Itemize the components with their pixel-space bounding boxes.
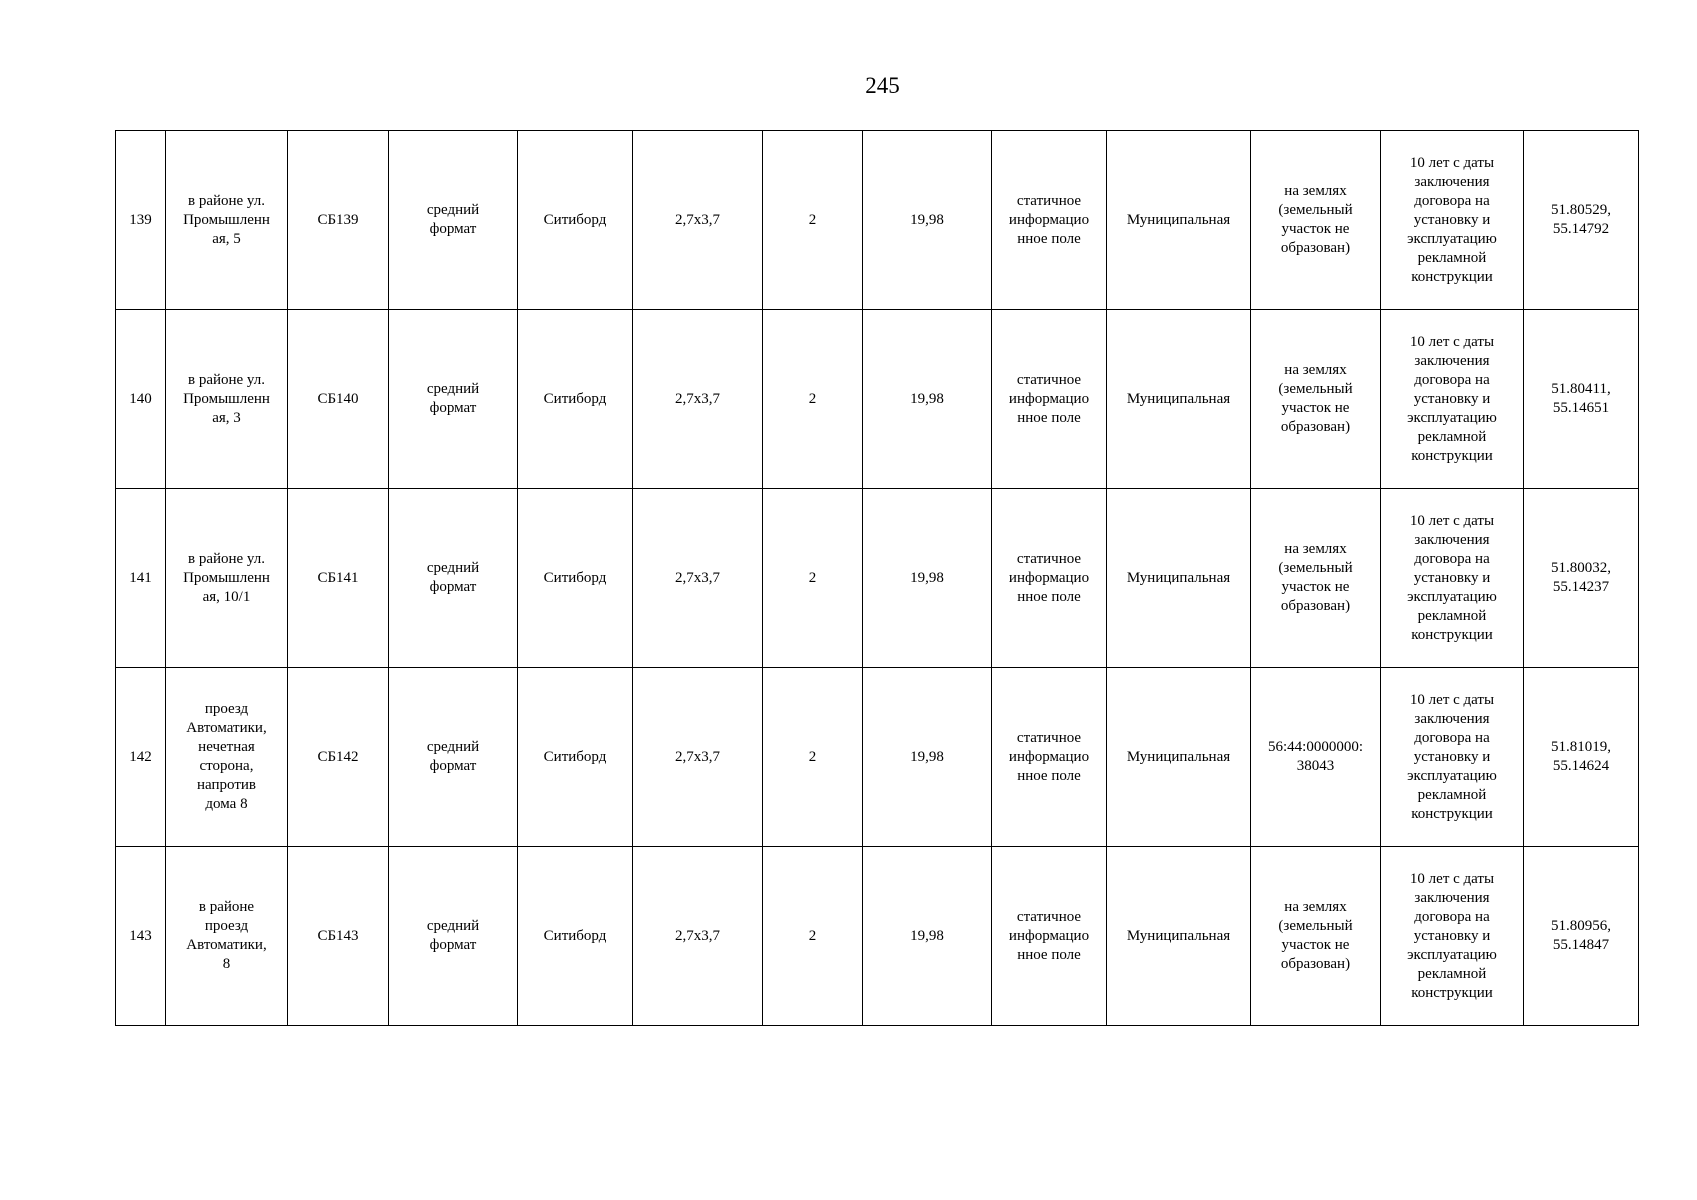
location-cell: проезд Автоматики, нечетная сторона, напротив дома 8 — [166, 668, 288, 847]
info-field-type-cell: статичное информацио нное поле — [992, 489, 1107, 668]
sides-count-cell: 2 — [763, 310, 863, 489]
row-number-cell: 141 — [116, 489, 166, 668]
sides-count-cell: 2 — [763, 847, 863, 1026]
area-cell: 19,98 — [863, 847, 992, 1026]
area-cell: 19,98 — [863, 668, 992, 847]
sides-count-cell: 2 — [763, 668, 863, 847]
table-body — [116, 131, 1639, 1026]
size-cell: 2,7х3,7 — [633, 847, 763, 1026]
coordinates-cell: 51.80411, 55.14651 — [1524, 310, 1639, 489]
contract-term-cell: 10 лет с даты заключения договора на установку и эксплуатацию рекламной конструкции — [1381, 489, 1524, 668]
table-row — [116, 310, 1639, 489]
table-row — [116, 489, 1639, 668]
area-cell: 19,98 — [863, 131, 992, 310]
table-row — [116, 668, 1639, 847]
land-plot-cell: 56:44:0000000: 38043 — [1251, 668, 1381, 847]
table-row — [116, 131, 1639, 310]
land-plot-cell: на землях (земельный участок не образован) — [1251, 847, 1381, 1026]
size-cell: 2,7х3,7 — [633, 131, 763, 310]
structure-code-cell: СБ143 — [288, 847, 389, 1026]
ownership-cell: Муниципальная — [1107, 847, 1251, 1026]
info-field-type-cell: статичное информацио нное поле — [992, 131, 1107, 310]
contract-term-cell: 10 лет с даты заключения договора на установку и эксплуатацию рекламной конструкции — [1381, 668, 1524, 847]
ownership-cell: Муниципальная — [1107, 489, 1251, 668]
row-number-cell: 142 — [116, 668, 166, 847]
structure-type-cell: Ситиборд — [518, 847, 633, 1026]
area-cell: 19,98 — [863, 310, 992, 489]
coordinates-cell: 51.80956, 55.14847 — [1524, 847, 1639, 1026]
table-row — [116, 847, 1639, 1026]
coordinates-cell: 51.80032, 55.14237 — [1524, 489, 1639, 668]
size-cell: 2,7х3,7 — [633, 310, 763, 489]
row-number-cell: 140 — [116, 310, 166, 489]
structure-type-cell: Ситиборд — [518, 131, 633, 310]
format-cell: средний формат — [389, 310, 518, 489]
structure-code-cell: СБ139 — [288, 131, 389, 310]
contract-term-cell: 10 лет с даты заключения договора на установку и эксплуатацию рекламной конструкции — [1381, 131, 1524, 310]
format-cell: средний формат — [389, 131, 518, 310]
info-field-type-cell: статичное информацио нное поле — [992, 668, 1107, 847]
advertising-structures-table — [115, 130, 1639, 1026]
land-plot-cell: на землях (земельный участок не образован) — [1251, 310, 1381, 489]
ownership-cell: Муниципальная — [1107, 668, 1251, 847]
info-field-type-cell: статичное информацио нное поле — [992, 310, 1107, 489]
location-cell: в районе ул. Промышленн ая, 3 — [166, 310, 288, 489]
page-number: 245 — [865, 73, 900, 98]
location-cell: в районе проезд Автоматики, 8 — [166, 847, 288, 1026]
sides-count-cell: 2 — [763, 489, 863, 668]
location-cell: в районе ул. Промышленн ая, 10/1 — [166, 489, 288, 668]
contract-term-cell: 10 лет с даты заключения договора на установку и эксплуатацию рекламной конструкции — [1381, 847, 1524, 1026]
format-cell: средний формат — [389, 489, 518, 668]
structure-type-cell: Ситиборд — [518, 310, 633, 489]
size-cell: 2,7х3,7 — [633, 668, 763, 847]
structure-code-cell: СБ141 — [288, 489, 389, 668]
structure-type-cell: Ситиборд — [518, 489, 633, 668]
structure-type-cell: Ситиборд — [518, 668, 633, 847]
coordinates-cell: 51.81019, 55.14624 — [1524, 668, 1639, 847]
ownership-cell: Муниципальная — [1107, 131, 1251, 310]
land-plot-cell: на землях (земельный участок не образован) — [1251, 131, 1381, 310]
sides-count-cell: 2 — [763, 131, 863, 310]
land-plot-cell: на землях (земельный участок не образован) — [1251, 489, 1381, 668]
format-cell: средний формат — [389, 847, 518, 1026]
contract-term-cell: 10 лет с даты заключения договора на установку и эксплуатацию рекламной конструкции — [1381, 310, 1524, 489]
ownership-cell: Муниципальная — [1107, 310, 1251, 489]
info-field-type-cell: статичное информацио нное поле — [992, 847, 1107, 1026]
size-cell: 2,7х3,7 — [633, 489, 763, 668]
format-cell: средний формат — [389, 668, 518, 847]
row-number-cell: 143 — [116, 847, 166, 1026]
structure-code-cell: СБ140 — [288, 310, 389, 489]
structure-code-cell: СБ142 — [288, 668, 389, 847]
row-number-cell: 139 — [116, 131, 166, 310]
area-cell: 19,98 — [863, 489, 992, 668]
location-cell: в районе ул. Промышленн ая, 5 — [166, 131, 288, 310]
coordinates-cell: 51.80529, 55.14792 — [1524, 131, 1639, 310]
